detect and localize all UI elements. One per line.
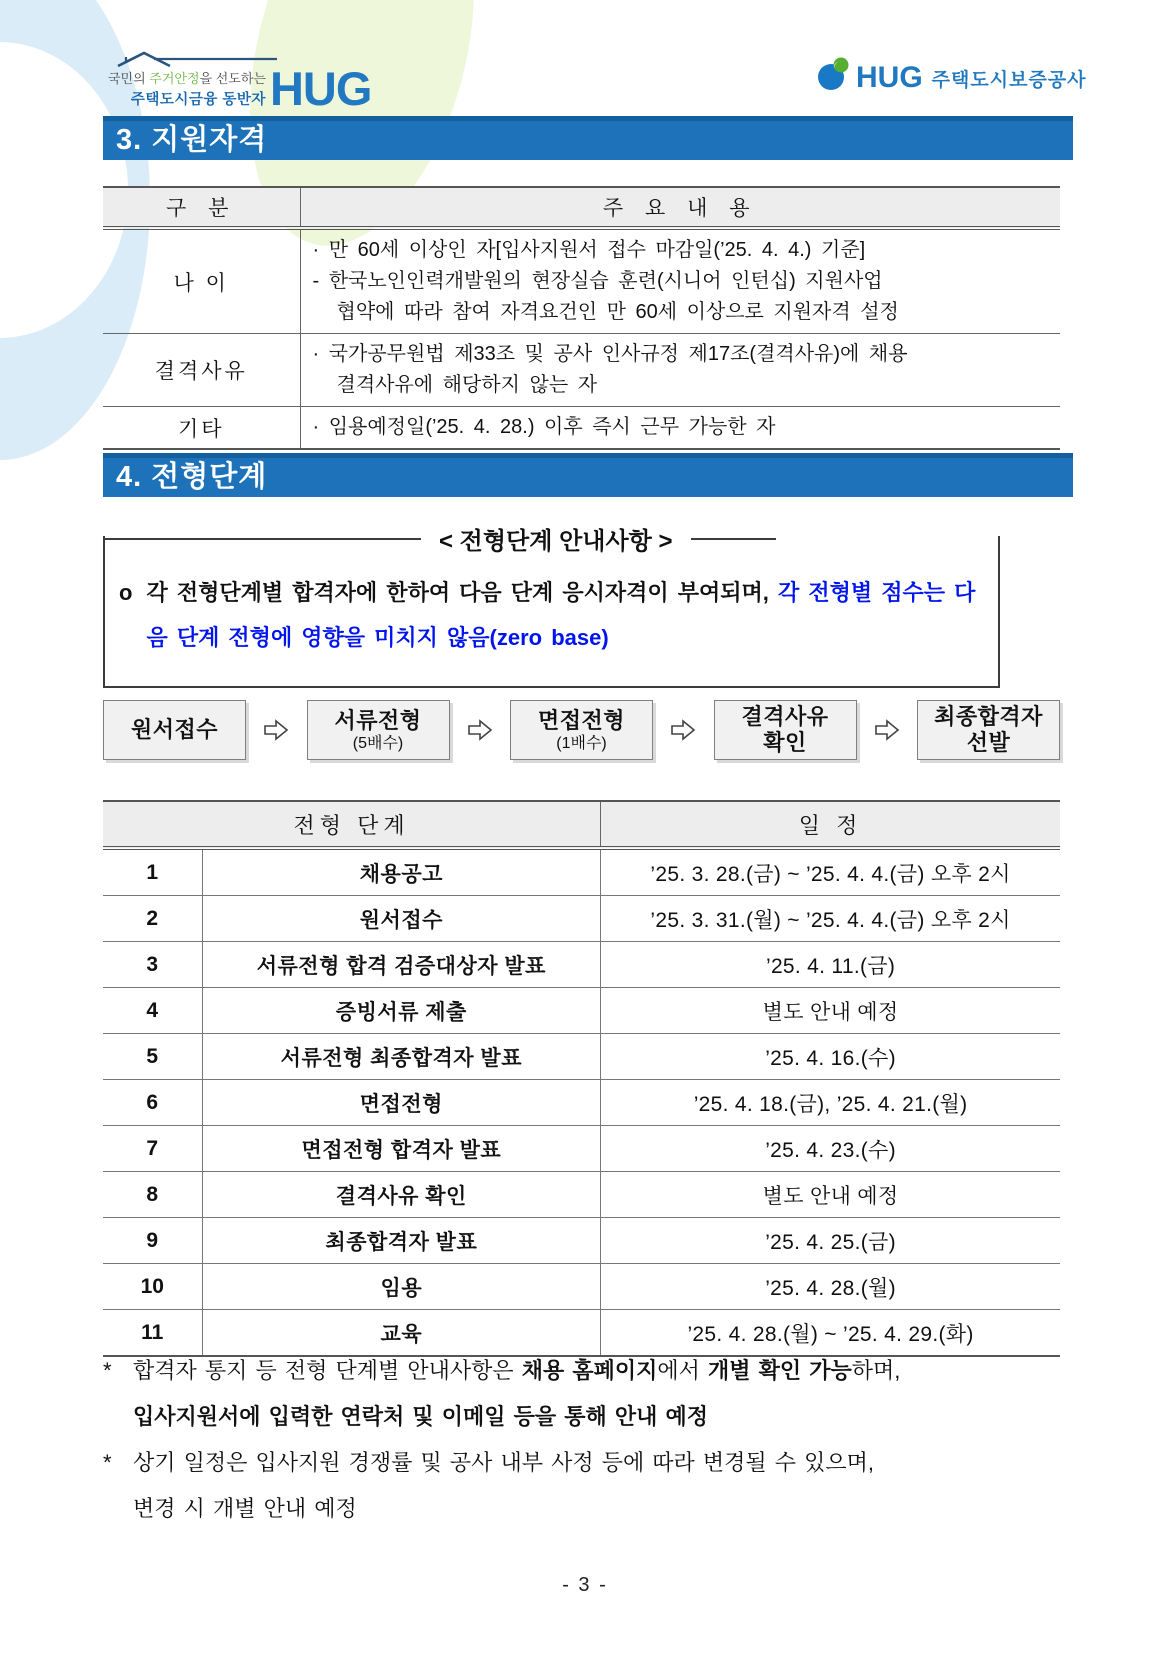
flow-step-final-selection (917, 700, 1060, 760)
schedule-no: 3 (103, 942, 202, 988)
flow-step-disqualification-check (714, 700, 857, 760)
table-row (103, 1080, 1060, 1126)
section3-title-bar: 3. 지원자격 (103, 116, 1073, 160)
schedule-date: ’25. 4. 16.(수) (601, 1034, 1060, 1080)
notice-box (103, 528, 1000, 688)
schedule-date: ’25. 3. 31.(월) ~ ’25. 4. 4.(금) 오후 2시 (601, 896, 1060, 942)
hug-wordmark-right: HUG (856, 61, 923, 94)
schedule-stage: 서류전형 합격 검증대상자 발표 (202, 942, 601, 988)
table-row (103, 848, 1060, 896)
schedule-date: 별도 안내 예정 (601, 988, 1060, 1034)
schedule-stage: 원서접수 (202, 896, 601, 942)
qual-content-age (300, 228, 1060, 334)
flow-step-application-label: 원서접수 (130, 717, 218, 742)
schedule-stage: 면접전형 합격자 발표 (202, 1126, 601, 1172)
schedule-header-row (103, 801, 1060, 848)
arrow-right-icon (246, 718, 307, 742)
arrow-right-icon (857, 718, 918, 742)
notice-text-black: 각 전형단계별 합격자에 한하여 다음 단계 응시자격이 부여되며, (146, 580, 779, 605)
qual-disq-line2: 결격사유에 해당하지 않는 자 (336, 374, 598, 396)
qual-age-line1: · 만 60세 이상인 자[입사지원서 접수 마감일(’25. 4. 4.) 기준] (312, 239, 866, 261)
company-name: 주택도시보증공사 (931, 69, 1087, 91)
selection-flowchart (103, 700, 1060, 760)
schedule-no: 6 (103, 1080, 202, 1126)
table-row (103, 1172, 1060, 1218)
hug-sphere-icon (815, 56, 851, 92)
schedule-stage: 임용 (202, 1264, 601, 1310)
fn1-seg2: 에서 (657, 1358, 708, 1383)
schedule-no: 7 (103, 1126, 202, 1172)
qual-row-age (103, 228, 1060, 334)
flow-step-interview (510, 700, 653, 760)
schedule-no: 8 (103, 1172, 202, 1218)
hug-logo-left (108, 50, 372, 116)
footnote-marker: * (103, 1358, 112, 1383)
schedule-date: 별도 안내 예정 (601, 1172, 1060, 1218)
qual-age-line2: - 한국노인인력개발원의 현장실습 훈련(시니어 인턴십) 지원사업 (312, 270, 883, 292)
qual-label-etc: 기타 (103, 407, 300, 450)
notice-box-title: < 전형단계 안내사항 > (439, 528, 673, 555)
flow-step-document (307, 700, 450, 760)
page-number: - 3 - (562, 1574, 608, 1596)
qual-age-line3: 협약에 따라 참여 자격요건인 만 60세 이상으로 지원자격 설정 (336, 301, 899, 323)
schedule-no: 1 (103, 848, 202, 896)
footnote-2-text (133, 1440, 874, 1532)
qual-header-row (103, 187, 1060, 228)
flow-step-document-sub: (5배수) (352, 734, 404, 752)
flow-step-disq-label: 결격사유 (741, 704, 829, 729)
footnote-2-line1: 상기 일정은 입사지원 경쟁률 및 공사 내부 사정 등에 따라 변경될 수 있으며, (133, 1450, 875, 1475)
qual-label-age: 나 이 (103, 228, 300, 334)
schedule-date: ’25. 4. 28.(월) (601, 1264, 1060, 1310)
schedule-no: 2 (103, 896, 202, 942)
flow-step-final-sub: 선발 (966, 730, 1011, 755)
table-row (103, 1218, 1060, 1264)
flow-step-interview-label: 면접전형 (537, 707, 625, 733)
qual-disq-line1: · 국가공무원법 제33조 및 공사 인사규정 제17조(결격사유)에 채용 (312, 343, 908, 365)
schedule-stage: 채용공고 (202, 848, 601, 896)
schedule-no: 10 (103, 1264, 202, 1310)
schedule-no: 11 (103, 1310, 202, 1357)
table-row (103, 896, 1060, 942)
schedule-date: ’25. 3. 28.(금) ~ ’25. 4. 4.(금) 오후 2시 (601, 848, 1060, 896)
footnote-1 (103, 1348, 1070, 1440)
schedule-header-date: 일 정 (601, 801, 1060, 848)
schedule-date: ’25. 4. 18.(금), ’25. 4. 21.(월) (601, 1080, 1060, 1126)
notice-box-title-row (103, 521, 1000, 556)
roof-icon (114, 50, 279, 68)
flow-step-interview-sub: (1배수) (556, 734, 607, 752)
schedule-no: 9 (103, 1218, 202, 1264)
hug-wordmark: HUG (269, 62, 372, 116)
notice-text-blue: 각 전형별 점수는 다음 단계 전형에 영향을 미치지 않음(zero base) (146, 580, 976, 650)
schedule-no: 5 (103, 1034, 202, 1080)
table-row (103, 942, 1060, 988)
footnote-1-line2: 입사지원서에 입력한 연락처 및 이메일 등을 통해 안내 예정 (133, 1404, 708, 1429)
qual-content-etc (300, 407, 1060, 450)
flow-step-final-label: 최종합격자 (934, 704, 1043, 729)
schedule-date: ’25. 4. 28.(월) ~ ’25. 4. 29.(화) (601, 1310, 1060, 1357)
logo-tagline-line2: 주택도시금융 동반자 (130, 92, 266, 108)
qual-etc-line1: · 임용예정일(’25. 4. 28.) 이후 즉시 근무 가능한 자 (312, 416, 776, 438)
schedule-no: 4 (103, 988, 202, 1034)
arrow-right-icon (653, 718, 714, 742)
schedule-stage: 면접전형 (202, 1080, 601, 1126)
footnote-2 (103, 1440, 1070, 1532)
fn1-seg3: 하며, (851, 1358, 901, 1383)
footnote-2-line2: 변경 시 개별 안내 예정 (133, 1496, 357, 1521)
qual-row-disqualification (103, 334, 1060, 407)
qual-header-content: 주 요 내 용 (300, 187, 1060, 228)
notice-border-left-segment (103, 538, 421, 540)
flow-step-disq-sub: 확인 (763, 730, 807, 755)
table-row (103, 1126, 1060, 1172)
logo-tagline-line1 (108, 68, 266, 87)
qual-content-disqualification (300, 334, 1060, 407)
hug-logo-right (815, 60, 1087, 96)
table-row (103, 1264, 1060, 1310)
qual-header-category: 구 분 (103, 187, 300, 228)
flow-step-document-label: 서류전형 (334, 707, 422, 733)
schedule-stage: 최종합격자 발표 (202, 1218, 601, 1264)
notice-border-right-segment (691, 538, 776, 540)
table-row (103, 988, 1060, 1034)
tagline-highlight: 주거안정 (149, 71, 200, 86)
logo-tagline (108, 50, 266, 109)
fn1-bold1: 채용 홈페이지 (521, 1358, 658, 1383)
section4-title-bar: 4. 전형단계 (103, 453, 1073, 497)
arrow-right-icon (450, 718, 511, 742)
qual-label-disqualification: 결격사유 (103, 334, 300, 407)
footnote-1-text (133, 1348, 900, 1440)
schedule-stage: 서류전형 최종합격자 발표 (202, 1034, 601, 1080)
schedule-stage: 교육 (202, 1310, 601, 1357)
qualification-table (103, 186, 1060, 450)
tagline-suffix: 을 선도하는 (199, 71, 266, 86)
schedule-table (103, 800, 1060, 1357)
qual-row-etc (103, 407, 1060, 450)
schedule-header-stage: 전형 단계 (103, 801, 601, 848)
schedule-date: ’25. 4. 25.(금) (601, 1218, 1060, 1264)
table-row (103, 1034, 1060, 1080)
notice-text (146, 570, 984, 660)
schedule-stage: 증빙서류 제출 (202, 988, 601, 1034)
footnotes (103, 1348, 1070, 1532)
fn1-bold2: 개별 확인 가능 (707, 1358, 852, 1383)
notice-bullet: o (119, 580, 133, 605)
footnote-marker: * (103, 1450, 112, 1475)
footnote-1-line1 (133, 1348, 900, 1394)
schedule-date: ’25. 4. 11.(금) (601, 942, 1060, 988)
schedule-date: ’25. 4. 23.(수) (601, 1126, 1060, 1172)
tagline-prefix: 국민의 (108, 71, 150, 86)
schedule-stage: 결격사유 확인 (202, 1172, 601, 1218)
flow-step-application (103, 700, 246, 760)
fn1-seg1: 합격자 통지 등 전형 단계별 안내사항은 (133, 1358, 522, 1383)
